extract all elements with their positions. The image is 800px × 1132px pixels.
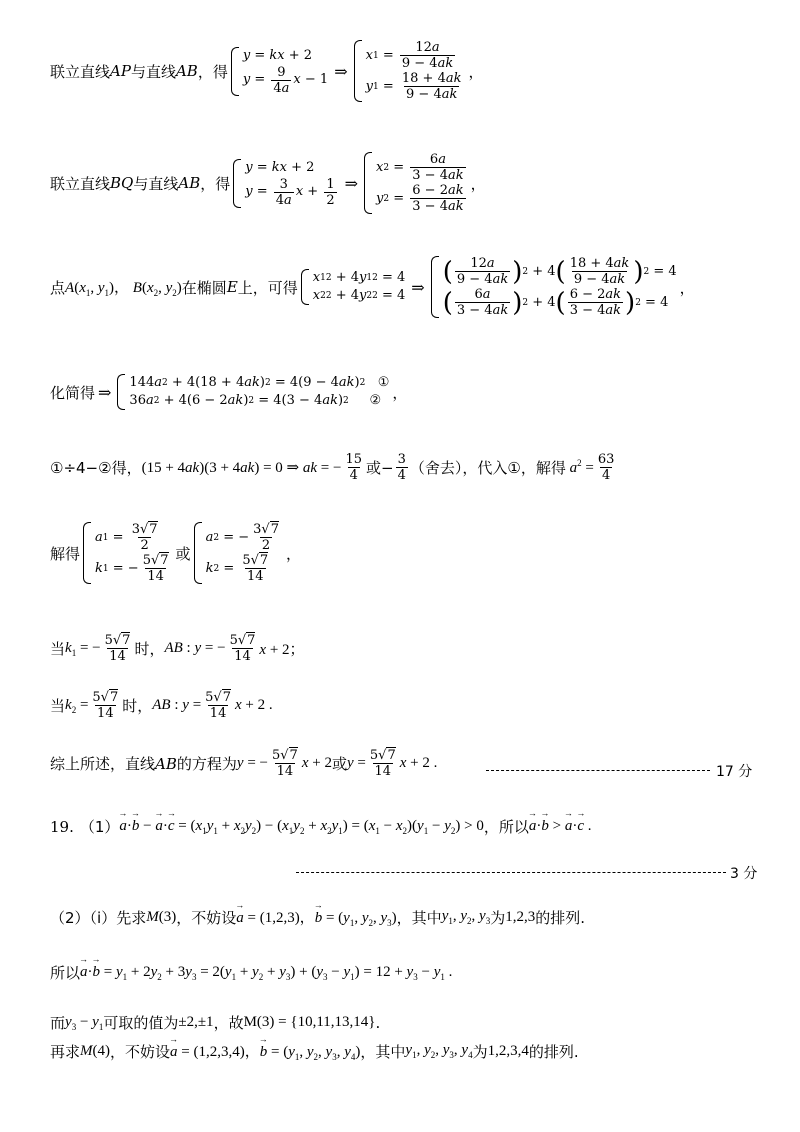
text: 时，: [122, 697, 153, 715]
line-solve: 解得 a 1 = $\frac{3√7}{2}$ k 1 = − $\frac{5√7}{14}$ 或 a 2 = − $\frac{3√7}{2}$ k 2 = $\frac{5√7}{14}$ ，: [50, 522, 301, 584]
text: AP: [110, 62, 131, 80]
text: （1）: [79, 818, 120, 836]
equation-system: x 2 = $\frac{6a}{3 - 4ak}$ y 2 = $\frac{6 - 2ak}{3 - 4ak}$: [364, 152, 468, 214]
text: 1,2,3,4: [487, 1042, 529, 1059]
line-divide: ①÷4−②得， (15 + 4ak)(3 + 4ak) = 0 ⇒ ak = − $\frac{15}{4}$ 或 − $\frac{3}{4}$ （舍去），代入①，解得 $a^2$ = $\frac{63}{4}$: [50, 452, 615, 483]
text: ，其中: [396, 908, 442, 927]
text: 时，: [134, 640, 165, 658]
score-17: 17 分: [716, 764, 753, 780]
line-bq-ab: 联立直线 BQ 与直线 AB ，得 y = kx + 2 y = $\frac{3}{4a}$ x + $\frac{1}{2}$ ⇒ x 2 = $\frac{6a}{3 - 4ak}$ y 2 = $\frac{6 - 2ak}{3 - 4ak}$ ，: [50, 152, 486, 214]
text: BQ: [110, 174, 134, 192]
text: ，得: [197, 62, 228, 81]
equation-system: a 2 = − $\frac{3√7}{2}$ k 2 = $\frac{5√7}{14}$: [194, 522, 283, 584]
line-ellipse: 点 $A(x_1$, $y_1$)， $B(x_2$, $y_2$) 在椭圆 E 上，可得 x 1 2 + 4 y 1 2 = 4 x 2 2 + 4 y 2 2 = 4 ⇒ ( $\frac{12a}{9 - 4ak}$ ) 2 + 4 ( $\frac{18 + 4ak}{9 - 4ak}$ ) 2 = 4 ( $\frac{6a}{3 - 4ak}$ ) 2 + 4 ( $\frac{6 - 2ak}{3 - 4ak}$ ) 2 = 4 ，: [50, 256, 695, 318]
text: ，不妨设: [176, 908, 237, 927]
text: AB: [178, 174, 201, 192]
text: 解得: [50, 544, 81, 563]
text: AB: [175, 62, 198, 80]
equation-system: a 1 = $\frac{3√7}{2}$ k 1 = − $\frac{5√7}{14}$: [83, 522, 173, 584]
line-dot-product: 所以 → $a\cdot\to b = y_1 + 2y_2 + 3y_3 = 2(y_1 + y_2 + y_3) + (y_3 - y_1) = 12 + y_3 - y_1$ .: [50, 962, 452, 983]
equation-system: x 1 = $\frac{12a}{9 - 4ak}$ y 1 = $\frac{18 + 4ak}{9 - 4ak}$: [354, 40, 466, 102]
text: 或: [366, 459, 382, 477]
equation-system: 144 a 2 + 4(18 + 4 ak ) 2 = 4(9 − 4 ak ) 2 ① 36 a 2 + 4(6 − 2 ak ) 2 = 4(3 − 4 ak ) 2 ②: [117, 374, 389, 410]
text: 联立直线: [50, 62, 111, 81]
line-conclusion: 综上所述，直线 AB 的方程为 y = − $\frac{5√7}{14}$ x + 2 或 y = $\frac{5√7}{14}$ x + 2 .: [50, 748, 438, 779]
equation-system: ( $\frac{12a}{9 - 4ak}$ ) 2 + 4 ( $\frac{18 + 4ak}{9 - 4ak}$ ) 2 = 4 ( $\frac{6a}{3 - 4ak}$ ) 2 + 4 ( $\frac{6 - 2ak}{3 - 4ak}$ ) 2 = 4: [431, 256, 677, 318]
text: ，所以: [483, 818, 529, 836]
text: 的排列.: [535, 908, 585, 927]
line-k1: 当 $k_1$ = − $\frac{5√7}{14}$ 时， AB : y = − $\frac{5√7}{14}$ x + 2；: [50, 633, 305, 664]
text: 的方程为: [176, 755, 237, 773]
text: AB: [155, 754, 177, 773]
text: 可取的值为: [103, 1014, 179, 1032]
line-ap-ab: 联立直线 AP 与直线 AB ，得 y = kx + 2 y = $\frac{9}{4a}$ x − 1 ⇒ x 1 = $\frac{12a}{9 - 4ak}$ y 1 = $\frac{18 + 4ak}{9 - 4ak}$ ，: [50, 40, 484, 102]
text: （舍去），代入①，解得: [409, 459, 566, 477]
equation-system: x 1 2 + 4 y 1 2 = 4 x 2 2 + 4 y 2 2 = 4: [301, 269, 406, 305]
text: 再求: [50, 1042, 81, 1061]
text: ①÷4−②得，: [50, 459, 142, 477]
score-dash: [296, 872, 726, 873]
text: 当: [50, 640, 66, 658]
text: 在椭圆: [181, 278, 227, 297]
text: （2）（i）先求: [50, 908, 147, 927]
line-q19-1: 19. （1） → a·→ b − → $a\cdot\to c = (x_1y_1 + x_2y_2) - (x_1y_2 + x_2y_1) = (x_1 - x_2)(y_1 - y_2) > 0$ ，所以 → a·→ b > → a·→ c .: [50, 816, 591, 837]
circle-1: ①: [377, 375, 390, 390]
text: 所以: [50, 964, 81, 982]
text: ，其中: [360, 1042, 406, 1061]
score-dash: [486, 770, 710, 771]
text: E: [226, 278, 238, 296]
line-k2: 当 $k_2$ = $\frac{5√7}{14}$ 时， AB : y = $\frac{5√7}{14}$ x + 2 .: [50, 690, 273, 721]
text: 的排列.: [528, 1042, 579, 1061]
text: 联立直线: [50, 174, 111, 193]
text: ，故: [213, 1014, 244, 1032]
equation-system: y = kx + 2 y = $\frac{3}{4a}$ x + $\frac{1}{2}$: [233, 159, 338, 208]
text: M(3) = {10,11,13,14}: [243, 1014, 376, 1030]
text: ±2,±1: [178, 1014, 214, 1030]
text: 或: [331, 755, 347, 773]
text: 上，可得: [237, 278, 298, 297]
line-m3: 而 $y_3 - y_1$ 可取的值为 ±2,±1 ，故 M(3) = {10,11,13,14} .: [50, 1013, 381, 1032]
text: 为: [472, 1042, 488, 1061]
text: 化简得: [50, 383, 96, 402]
text: ，不妨设: [110, 1042, 171, 1061]
line-q19-2: （2）（i）先求 M(3) ，不妨设 → a = (1,2,3)，→ $b = (y_1$, $y_2$, $y_3$) ，其中 $y_1$, $y_2$, $y_3$ 为 1,2,3 的排列.: [50, 906, 585, 928]
text: 为: [490, 908, 506, 927]
line-m4: 再求 M(4) ，不妨设 → a = (1,2,3,4)，→ $b = (y_1$, $y_2$, $y_3$, $y_4$) ，其中 $y_1$, $y_2$, $y_3$, $y_4$ 为 1,2,3,4 的排列.: [50, 1040, 579, 1062]
text: 或: [175, 544, 191, 563]
text: 与直线: [133, 174, 179, 193]
text: ，得: [200, 174, 231, 193]
text: 综上所述，直线: [50, 755, 156, 773]
text: 当: [50, 697, 66, 715]
line-simplify: 化简得 ⇒ 144 a 2 + 4(18 + 4 ak ) 2 = 4(9 − 4 ak ) 2 ① 36 a 2 + 4(6 − 2 ak ) 2 = 4(3 − 4 ak ) 2 ② ，: [50, 375, 408, 408]
circle-2: ②: [369, 393, 382, 408]
text: 而: [50, 1014, 66, 1032]
question-number: 19.: [50, 817, 74, 836]
text: 1,2,3: [505, 908, 536, 925]
text: 与直线: [130, 62, 176, 81]
equation-system: y = kx + 2 y = $\frac{9}{4a}$ x − 1: [231, 47, 328, 96]
score-3: 3 分: [730, 866, 758, 882]
text: 点: [50, 278, 66, 297]
